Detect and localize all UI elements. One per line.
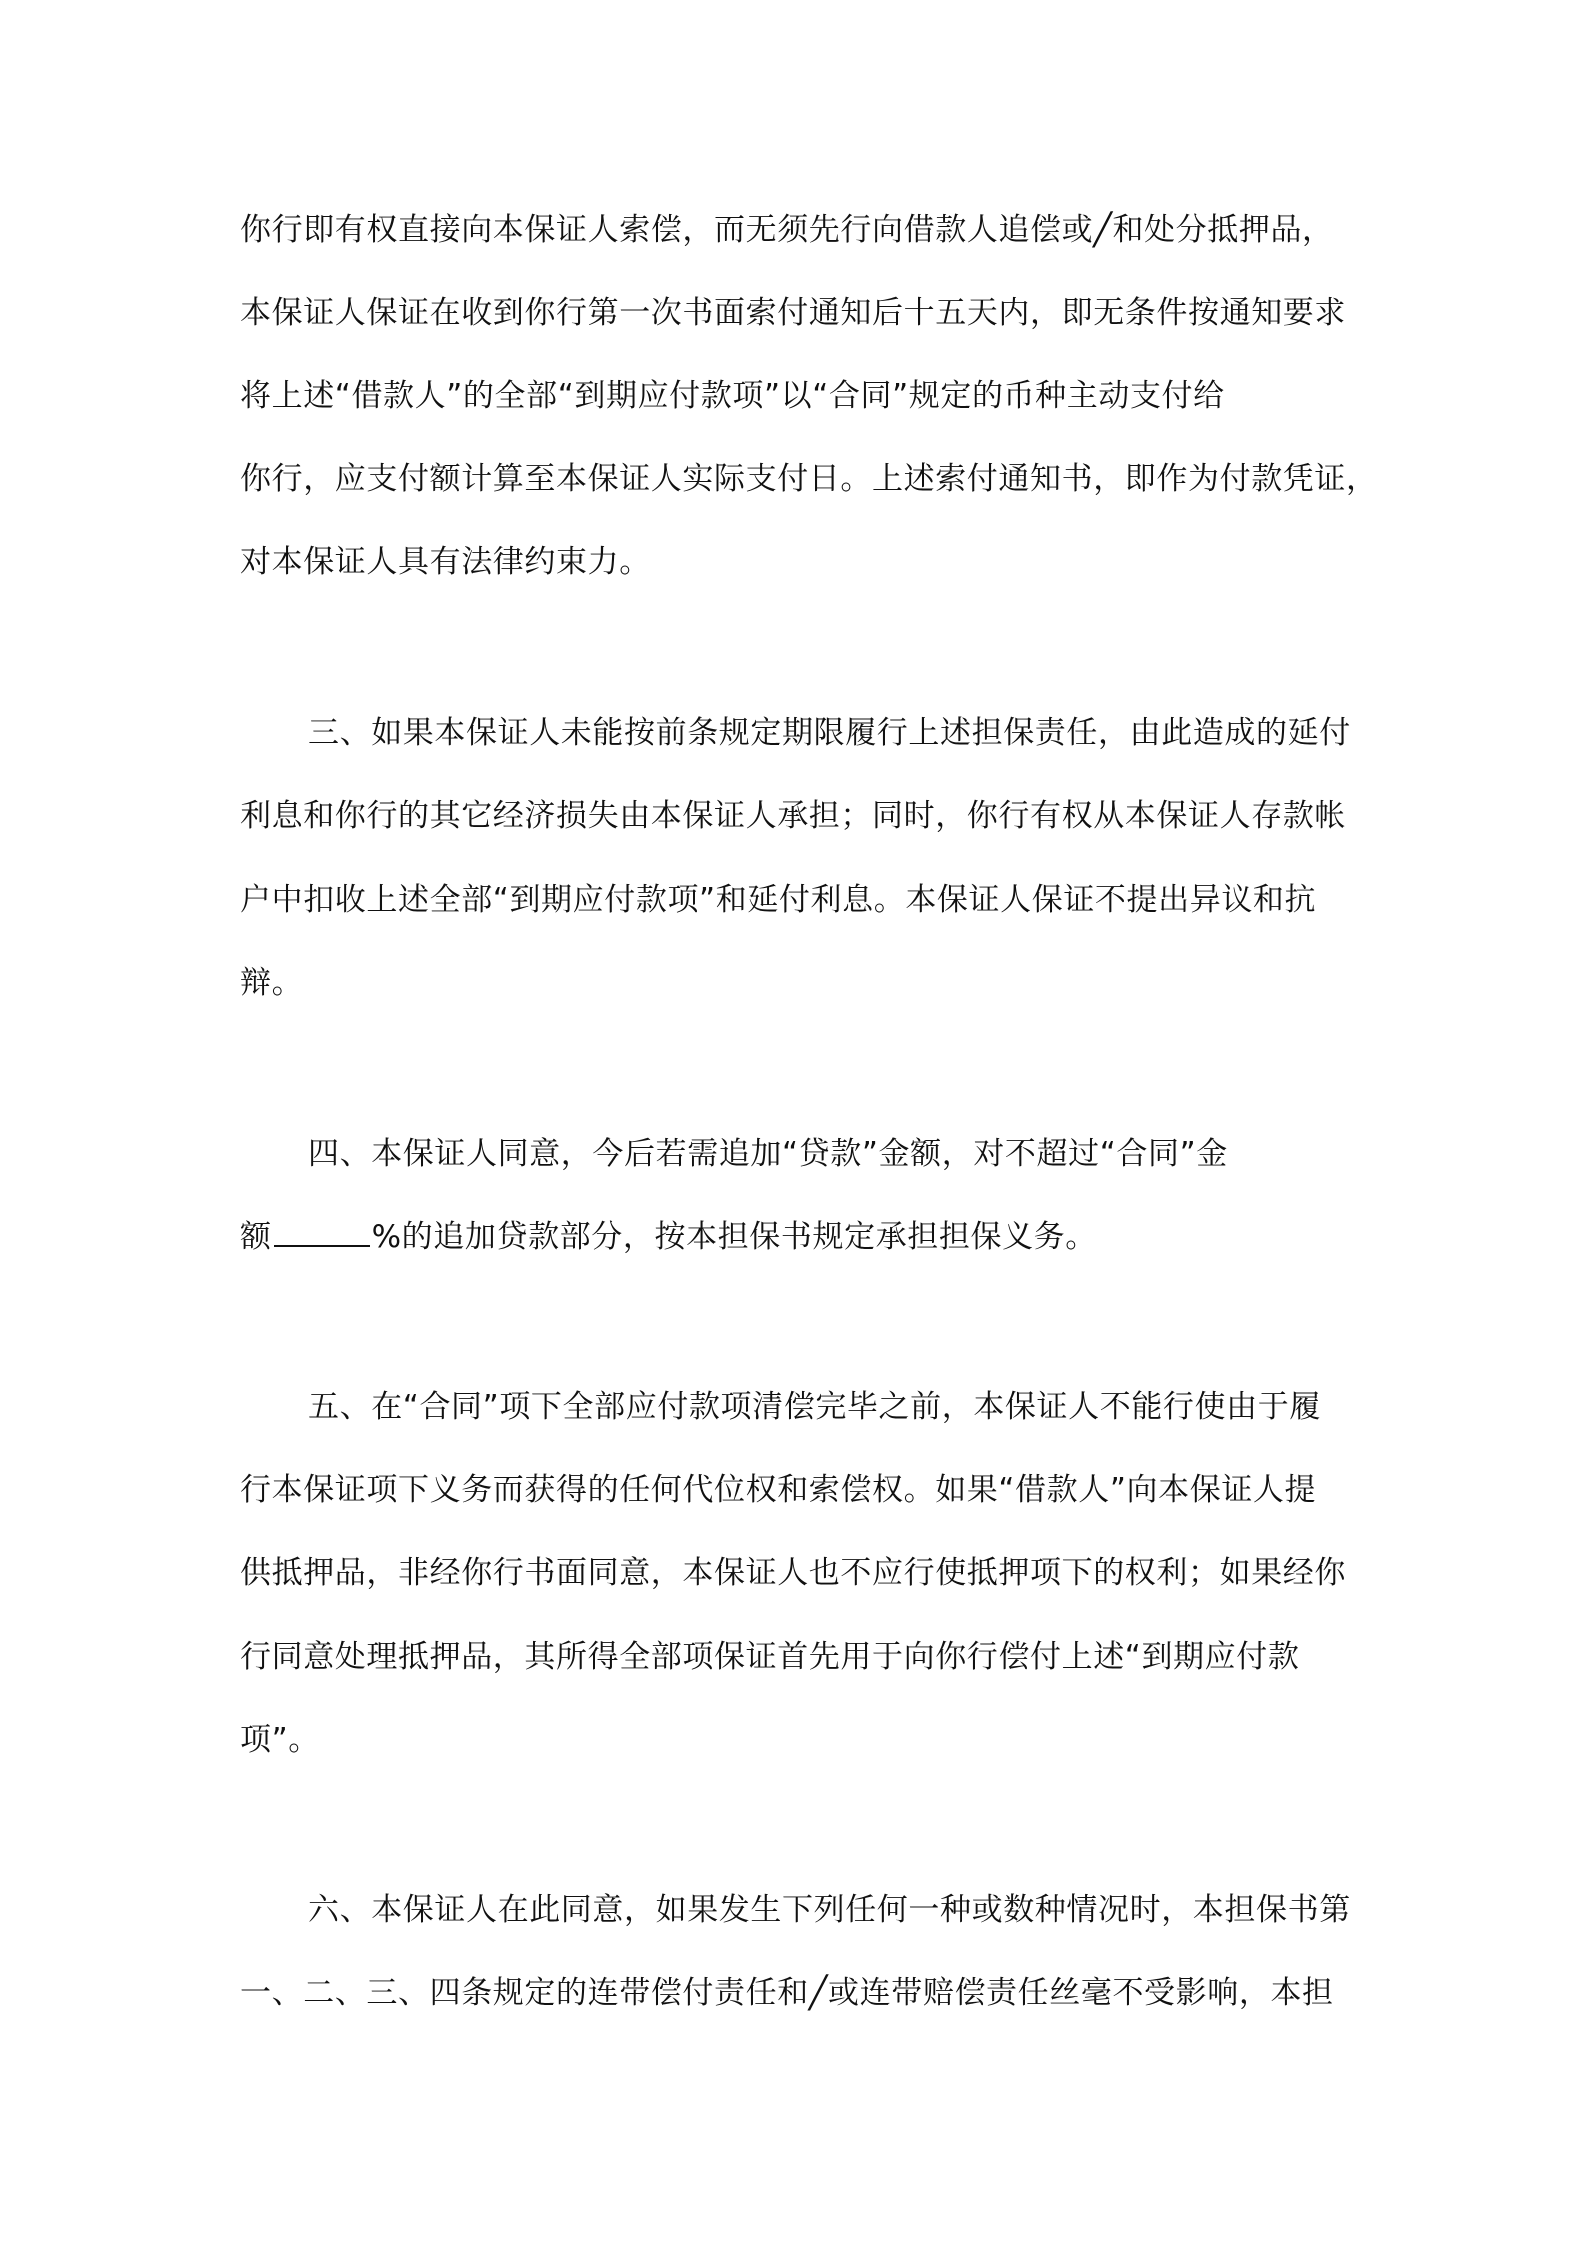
- section-6-line-2: 一、二、三、四条规定的连带偿付责任和╱或连带赔偿责任丝毫不受影响，本担: [240, 1975, 1334, 2011]
- section-2-line-4: 你行，应支付额计算至本保证人实际支付日。上述索付通知书，即作为付款凭证，: [240, 461, 1378, 497]
- section-2-line-5: 对本保证人具有法律约束力。: [240, 544, 651, 580]
- section-3-line-3: 户中扣收上述全部“到期应付款项”和延付利息。本保证人保证不提出异议和抗: [240, 882, 1317, 918]
- section-4-line-1: 四、本保证人同意，今后若需追加“贷款”金额，对不超过“合同”金: [308, 1136, 1228, 1172]
- section-3-line-4: 辩。: [240, 965, 304, 1001]
- section-5-line-2: 行本保证项下义务而获得的任何代位权和索偿权。如果“借款人”向本保证人提: [240, 1472, 1317, 1508]
- section-4-line-2: [240, 1217, 1356, 1257]
- section-2-line-2: 本保证人保证在收到你行第一次书面索付通知后十五天内，即无条件按通知要求: [240, 295, 1346, 331]
- section-4-amount-label: 额: [240, 1219, 272, 1255]
- section-5-line-5: 项”。: [240, 1722, 320, 1758]
- percentage-blank-field[interactable]: [274, 1217, 370, 1247]
- section-4-line-2-text: %的追加贷款部分，按本担保书规定承担担保义务。: [371, 1219, 1097, 1255]
- section-3-line-2: 利息和你行的其它经济损失由本保证人承担；同时，你行有权从本保证人存款帐: [240, 798, 1346, 834]
- section-5-line-3: 供抵押品，非经你行书面同意，本保证人也不应行使抵押项下的权利；如果经你: [240, 1555, 1346, 1591]
- section-5-line-1: 五、在“合同”项下全部应付款项清偿完毕之前，本保证人不能行使由于履: [308, 1389, 1321, 1425]
- section-3-line-1: 三、如果本保证人未能按前条规定期限履行上述担保责任，由此造成的延付: [308, 715, 1351, 751]
- section-2-line-1: 你行即有权直接向本保证人索偿，而无须先行向借款人追偿或╱和处分抵押品，: [240, 212, 1334, 248]
- section-6-line-1: 六、本保证人在此同意，如果发生下列任何一种或数种情况时，本担保书第: [308, 1892, 1351, 1928]
- section-5-line-4: 行同意处理抵押品，其所得全部项保证首先用于向你行偿付上述“到期应付款: [240, 1639, 1300, 1675]
- section-2-line-3: 将上述“借款人”的全部“到期应付款项”以“合同”规定的币种主动支付给: [240, 378, 1225, 414]
